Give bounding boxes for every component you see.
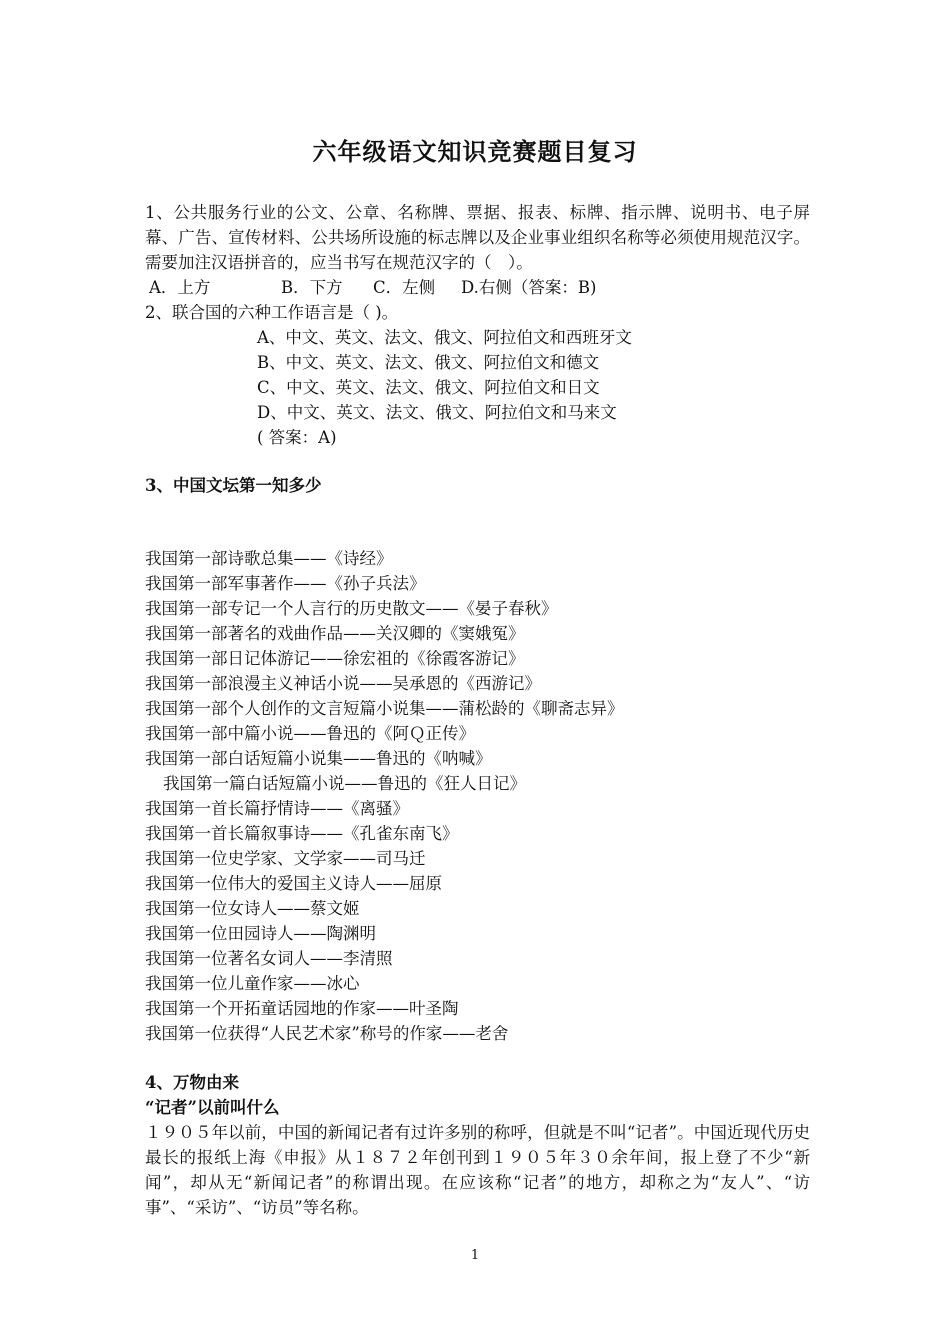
option-b: B．下方 — [281, 278, 343, 297]
list-item: 我国第一个开拓童话园地的作家——叶圣陶 — [145, 999, 459, 1018]
option-d: D.右侧（答案：B) — [461, 278, 597, 297]
option-a: A．上方 — [149, 278, 211, 297]
list-item: 我国第一部个人创作的文言短篇小说集——蒲松龄的《聊斋志异》 — [145, 699, 624, 718]
list-item: 我国第一首长篇抒情诗——《离骚》 — [145, 799, 409, 818]
section-4 — [145, 1070, 810, 1220]
list-item: 我国第一位获得“人民艺术家”称号的作家——老舍 — [145, 1024, 509, 1043]
list-item: 我国第一部浪漫主义神话小说——吴承恩的《西游记》 — [145, 674, 541, 693]
question-2-answer: ( 答案：A) — [257, 428, 337, 447]
page-title: 六年级语文知识竞赛题目复习 — [312, 137, 638, 166]
question-1-options — [145, 275, 810, 300]
list-item: 我国第一位女诗人——蔡文姬 — [145, 899, 360, 918]
list-item: 我国第一部日记体游记——徐宏祖的《徐霞客游记》 — [145, 649, 525, 668]
list-item: 我国第一部军事著作——《孙子兵法》 — [145, 574, 426, 593]
section-4-heading: 4、万物由来 — [145, 1073, 239, 1092]
page-number: 1 — [470, 1248, 480, 1263]
list-item: 我国第一部白话短篇小说集——鲁迅的《呐喊》 — [145, 749, 492, 768]
question-2-option-b: B、中文、英文、法文、俄文、阿拉伯文和德文 — [257, 353, 600, 372]
list-item: 我国第一首长篇叙事诗——《孔雀东南飞》 — [145, 824, 459, 843]
firsts-list — [145, 546, 810, 1046]
question-2-option-c: C、中文、英文、法文、俄文、阿拉伯文和日文 — [257, 378, 600, 397]
list-item: 我国第一部诗歌总集——《诗经》 — [145, 549, 393, 568]
list-item: 我国第一位著名女词人——李清照 — [145, 949, 393, 968]
list-item: 我国第一篇白话短篇小说——鲁迅的《狂人日记》 — [163, 774, 526, 793]
question-2-text: 2、联合国的六种工作语言是（ )。 — [145, 303, 399, 322]
option-c: C．左侧 — [373, 278, 436, 297]
section-3 — [145, 473, 810, 498]
section-3-heading: 3、中国文坛第一知多少 — [145, 476, 322, 495]
list-item: 我国第一位伟大的爱国主义诗人——屈原 — [145, 874, 442, 893]
section-4-subheading: “记者”以前叫什么 — [145, 1098, 280, 1117]
question-2-option-d: D、中文、英文、法文、俄文、阿拉伯文和马来文 — [257, 403, 617, 422]
question-1-text: 1、公共服务行业的公文、公章、名称牌、票据、报表、标牌、指示牌、说明书、电子屏幕、广告、宣传材料、公共场所设施的标志牌以及企业事业组织名称等必须使用规范汉字。需要加注汉语拼音的，应当书写在规范汉字的（ ）。 — [145, 203, 810, 272]
question-1 — [145, 200, 810, 300]
list-item: 我国第一位田园诗人——陶渊明 — [145, 924, 376, 943]
question-2 — [145, 300, 810, 450]
list-item: 我国第一位儿童作家——冰心 — [145, 974, 360, 993]
section-4-paragraph: １９０５年以前，中国的新闻记者有过许多别的称呼，但就是不叫“记者”。中国近现代历史最长的报纸上海《申报》从１８７２年创刊到１９０５年３０余年间，报上登了不少“新闻”，却从无“新闻记者”的称谓出现。在应该称“记者”的地方，却称之为“友人”、“访事”、“采访”、“访员”等名称。 — [145, 1123, 810, 1217]
list-item: 我国第一部中篇小说——鲁迅的《阿Ｑ正传》 — [145, 724, 475, 743]
list-item: 我国第一位史学家、文学家——司马迁 — [145, 849, 426, 868]
list-item: 我国第一部专记一个人言行的历史散文——《晏子春秋》 — [145, 599, 558, 618]
question-2-option-a: A、中文、英文、法文、俄文、阿拉伯文和西班牙文 — [257, 328, 632, 347]
list-item: 我国第一部著名的戏曲作品——关汉卿的《窦娥冤》 — [145, 624, 525, 643]
